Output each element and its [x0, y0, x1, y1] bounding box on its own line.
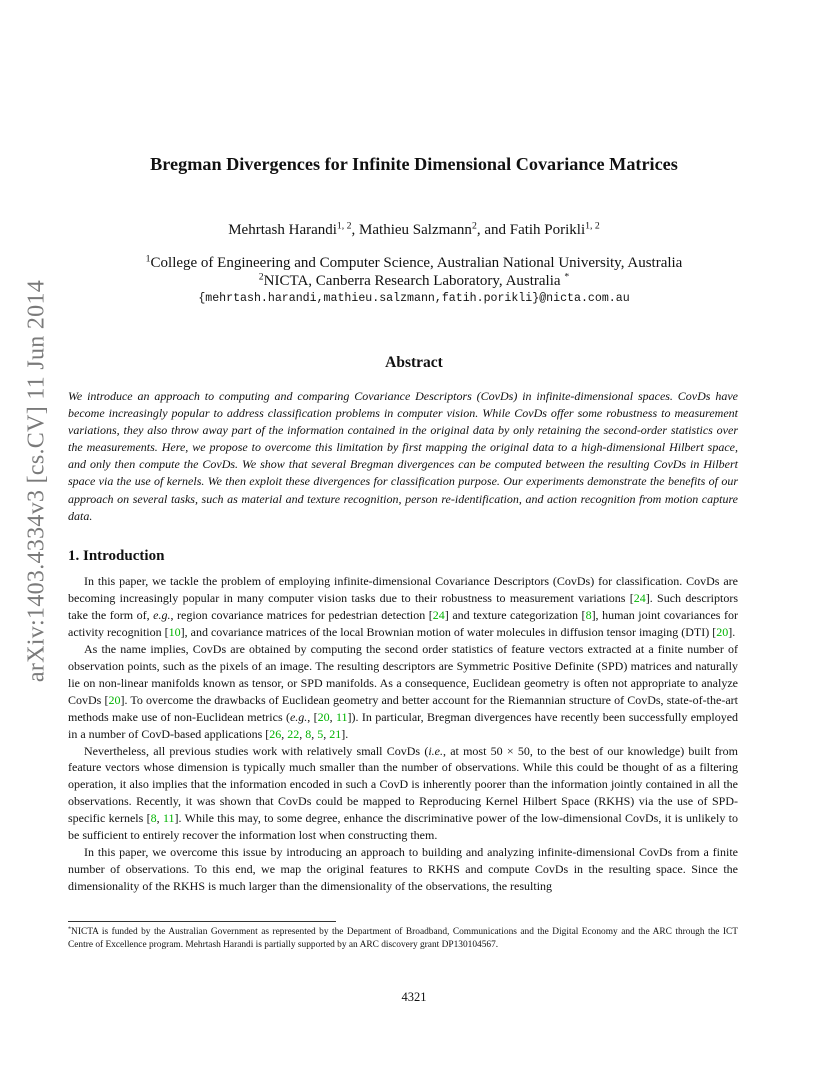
citation-link[interactable]: 11: [335, 709, 348, 724]
paper-title: Bregman Divergences for Infinite Dimensional Covariance Matrices: [150, 154, 678, 174]
affiliation-1: $^1$College of Engineering and Computer Science, Australian National University, Australia: [145, 253, 683, 271]
citation-link[interactable]: 20: [716, 624, 729, 639]
citation-link[interactable]: 8: [305, 726, 312, 741]
abstract-text: We introduce an approach to computing and comparing Covariance Descriptors (CovDs) in infinite-dimensional spaces. CovDs have become increasingly popular to address classification problems in computer vision. While CovDs offer some robustness to measurement variations, they also throw away part of the information contained in the original data by only retaining the second-order statistics over the measurements. Here, we propose to overcome this limitation by first mapping the original data to a high-dimensional Hilbert space, and only then compute the CovDs. We show that several Bregman divergences can be computed between the resulting CovDs in Hilbert space via the use of kernels. We then exploit these divergences for classification purpose. Our experiments demonstrate the benefits of our approach on several tasks, such as material and texture recognition, person re-identification, and action recognition from motion capture data.: [68, 389, 738, 523]
footnote: *NICTA is funded by the Australian Government as represented by the Department of Broadband, Communications and the Digital Economy and the ARC through the ICT Centre of Excellence program. Mehrtash Harandi is partially supported by an ARC discovery grant DP130104567.: [68, 926, 738, 950]
citation-link[interactable]: 24: [633, 590, 646, 605]
citation-link[interactable]: 22: [287, 726, 300, 741]
citation-link[interactable]: 10: [168, 624, 181, 639]
citation-link[interactable]: 21: [329, 726, 342, 741]
page-number: 4321: [401, 990, 427, 1004]
paragraph-3: Nevertheless, all previous studies work with relatively small CovDs (i.e., at most 50 × 50, to the best of our knowledge) built from feature vectors whose dimension is typically much smaller than the number of observations. While this could be thought of as a filtering operation, it also implies that the information encoded in such a CovD is inherently poorer than the information jointly contained in all the observations. Recently, it was shown that CovDs could be mapped to Reproducing Kernel Hilbert Space (RKHS) via the use of SPD-specific kernels [8, 11]. While this may, to some degree, enhance the discriminative power of the low-dimensional CovDs, it is unlikely to be sufficient to entirely recover the information lost when constructing them.: [68, 743, 739, 843]
paragraph-1: In this paper, we tackle the problem of employing infinite-dimensional Covariance Descriptors (CovDs) for classification. CovDs are becoming increasingly popular in many computer vision tasks due to their robustness to measurement variations [24]. Such descriptors take the form of, e.g., region covariance matrices for pedestrian detection [24] and texture categorization [8], human joint covariances for activity recognition [10], and covariance matrices of the local Brownian motion of water molecules in diffusion tensor imaging (DTI) [20].: [68, 574, 739, 639]
body-text: [68, 573, 738, 895]
citation-link[interactable]: 20: [108, 692, 121, 707]
citation-link[interactable]: 5: [317, 726, 324, 741]
arxiv-identifier: arXiv:1403.4334v3 [cs.CV] 11 Jun 2014: [23, 279, 50, 683]
citation-link[interactable]: 24: [432, 607, 445, 622]
paragraph-4: In this paper, we overcome this issue by introducing an approach to building and analyzing infinite-dimensional CovDs from a finite number of observations. To this end, we map the original features to RKHS and compute CovDs in the resulting space. Since the dimensionality of the RKHS is much larger than the dimensionality of the observations, the resulting: [68, 845, 738, 894]
citation-link[interactable]: 20: [317, 709, 330, 724]
footnote-divider: [68, 921, 336, 922]
citation-link[interactable]: 11: [162, 811, 175, 826]
author-emails: {mehrtash.harandi,mathieu.salzmann,fatih.porikli}@nicta.com.au: [198, 292, 630, 305]
paragraph-2: As the name implies, CovDs are obtained by computing the second order statistics of feature vectors extracted at a finite number of observation points, such as the pixels of an image. The resulting descriptors are Symmetric Positive Definite (SPD) matrices and naturally lie on non-linear manifolds known as tensor, or SPD manifolds. As a consequence, Euclidean geometry is often not appropriate to analyze CovDs [20]. To overcome the drawbacks of Euclidean geometry and better account for the Riemannian structure of CovDs, state-of-the-art methods make use of non-Euclidean metrics (e.g., [20, 11]). In particular, Bregman divergences have recently been successfully employed in a number of CovD-based applications [26, 22, 8, 5, 21].: [68, 641, 739, 741]
affiliation-2: $^2$NICTA, Canberra Research Laboratory, Australia *: [258, 271, 570, 289]
citation-link[interactable]: 8: [585, 607, 592, 622]
citation-link[interactable]: 26: [269, 726, 282, 741]
section-heading: 1. Introduction: [68, 548, 165, 564]
abstract-heading: Abstract: [385, 354, 443, 371]
author-list: Mehrtash Harandi$^{1, 2}$, Mathieu Salzmann$^2$, and Fatih Porikli$^{1, 2}$: [228, 220, 600, 238]
arxiv-sidebar: [22, 279, 52, 683]
citation-link[interactable]: 8: [150, 811, 157, 826]
